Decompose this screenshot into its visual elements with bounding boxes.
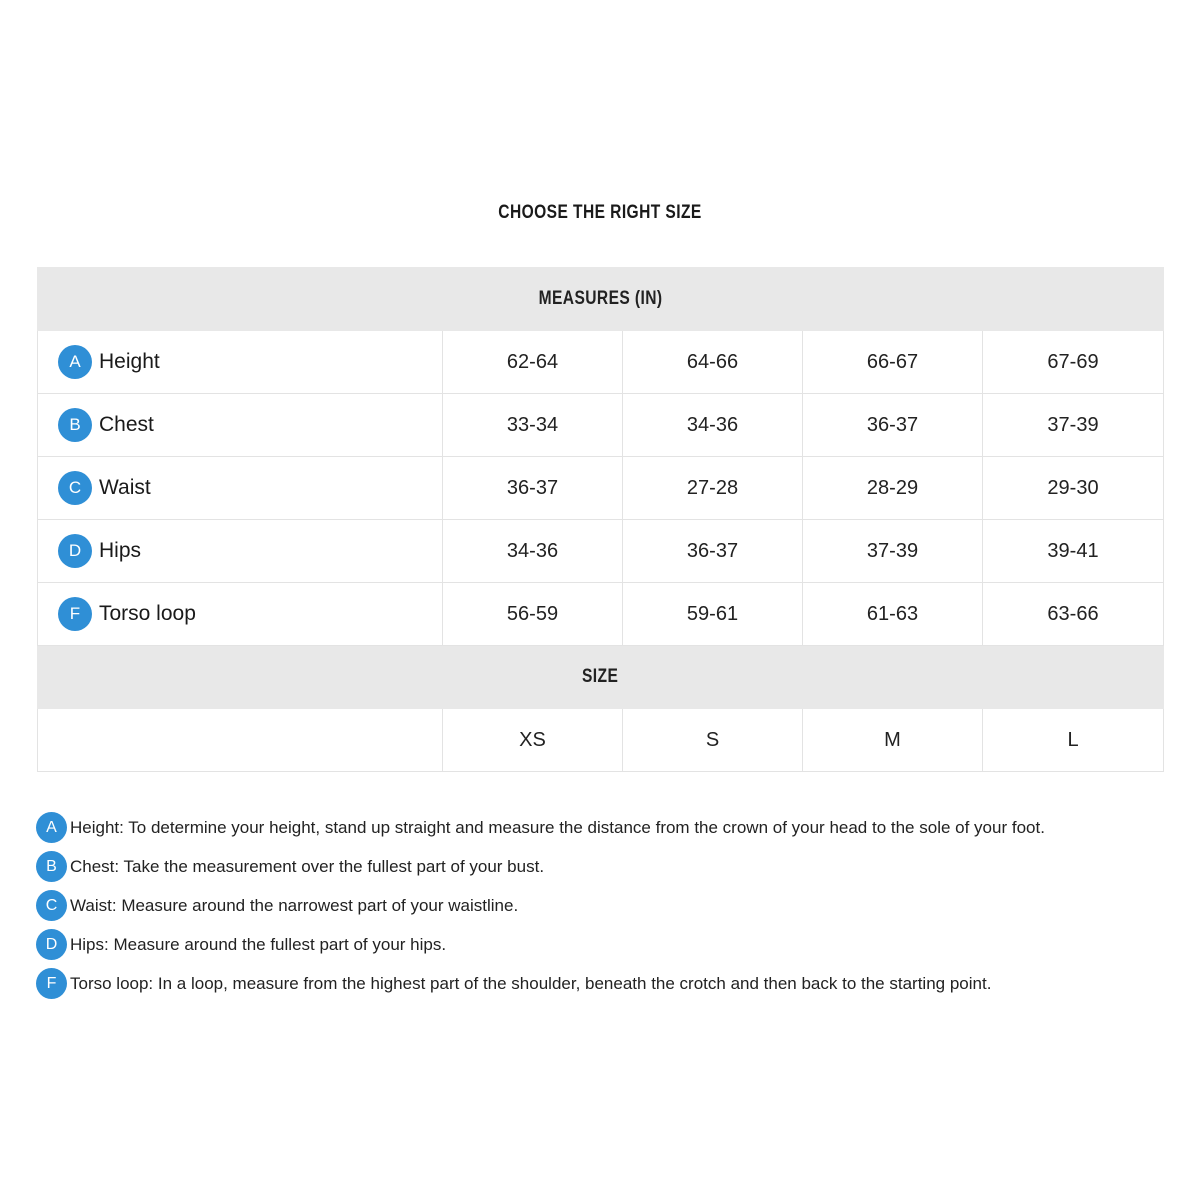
measures-header-row <box>38 268 1164 331</box>
table-row <box>38 457 1164 520</box>
note-text: Waist: Measure around the narrowest part of your waistline. <box>70 895 519 915</box>
measure-badge-b: B <box>58 408 92 442</box>
measurement-notes <box>36 812 1166 1007</box>
measure-label: Hips <box>99 539 142 562</box>
table-row <box>38 520 1164 583</box>
note-item <box>36 812 1166 843</box>
note-item <box>36 929 1166 960</box>
table-cell: 36-37 <box>443 457 623 520</box>
note-item <box>36 968 1166 999</box>
note-badge-b: B <box>36 851 67 882</box>
note-text: Torso loop: In a loop, measure from the highest part of the shoulder, beneath the crotch and then back to the starting point. <box>70 973 992 993</box>
table-cell: 34-36 <box>443 520 623 583</box>
table-cell: 36-37 <box>803 394 983 457</box>
note-item <box>36 851 1166 882</box>
size-row <box>38 709 1164 772</box>
table-cell: 64-66 <box>623 331 803 394</box>
measure-label: Height <box>99 350 160 373</box>
table-cell: 67-69 <box>983 331 1164 394</box>
note-text: Chest: Take the measurement over the fullest part of your bust. <box>70 856 545 876</box>
table-cell: 59-61 <box>623 583 803 646</box>
measure-label: Torso loop <box>99 602 196 625</box>
table-row <box>38 394 1164 457</box>
table-cell: 61-63 <box>803 583 983 646</box>
note-text: Hips: Measure around the fullest part of your hips. <box>70 934 447 954</box>
table-cell: 63-66 <box>983 583 1164 646</box>
note-badge-c: C <box>36 890 67 921</box>
empty-cell <box>38 709 443 772</box>
table-row <box>38 583 1164 646</box>
table-cell: 28-29 <box>803 457 983 520</box>
table-cell: 37-39 <box>983 394 1164 457</box>
measure-badge-d: D <box>58 534 92 568</box>
size-cell: XS <box>443 709 623 772</box>
table-cell: 56-59 <box>443 583 623 646</box>
measure-badge-c: C <box>58 471 92 505</box>
note-item <box>36 890 1166 921</box>
note-badge-a: A <box>36 812 67 843</box>
note-badge-f: F <box>36 968 67 999</box>
table-cell: 29-30 <box>983 457 1164 520</box>
measure-label: Waist <box>99 476 151 499</box>
size-cell: M <box>803 709 983 772</box>
measure-label: Chest <box>99 413 154 436</box>
measures-header: MEASURES (IN) <box>538 288 663 309</box>
note-text: Height: To determine your height, stand up straight and measure the distance from the crown of your head to the sole of your foot. <box>70 817 1045 837</box>
table-cell: 66-67 <box>803 331 983 394</box>
size-cell: L <box>983 709 1164 772</box>
table-cell: 39-41 <box>983 520 1164 583</box>
table-cell: 33-34 <box>443 394 623 457</box>
size-chart-table <box>37 267 1164 772</box>
note-badge-d: D <box>36 929 67 960</box>
table-cell: 37-39 <box>803 520 983 583</box>
measure-badge-a: A <box>58 345 92 379</box>
table-cell: 62-64 <box>443 331 623 394</box>
table-cell: 27-28 <box>623 457 803 520</box>
size-cell: S <box>623 709 803 772</box>
table-row <box>38 331 1164 394</box>
size-header: SIZE <box>582 666 619 687</box>
size-header-row <box>38 646 1164 709</box>
table-cell: 36-37 <box>623 520 803 583</box>
table-cell: 34-36 <box>623 394 803 457</box>
page-title: CHOOSE THE RIGHT SIZE <box>498 202 702 223</box>
measure-badge-f: F <box>58 597 92 631</box>
